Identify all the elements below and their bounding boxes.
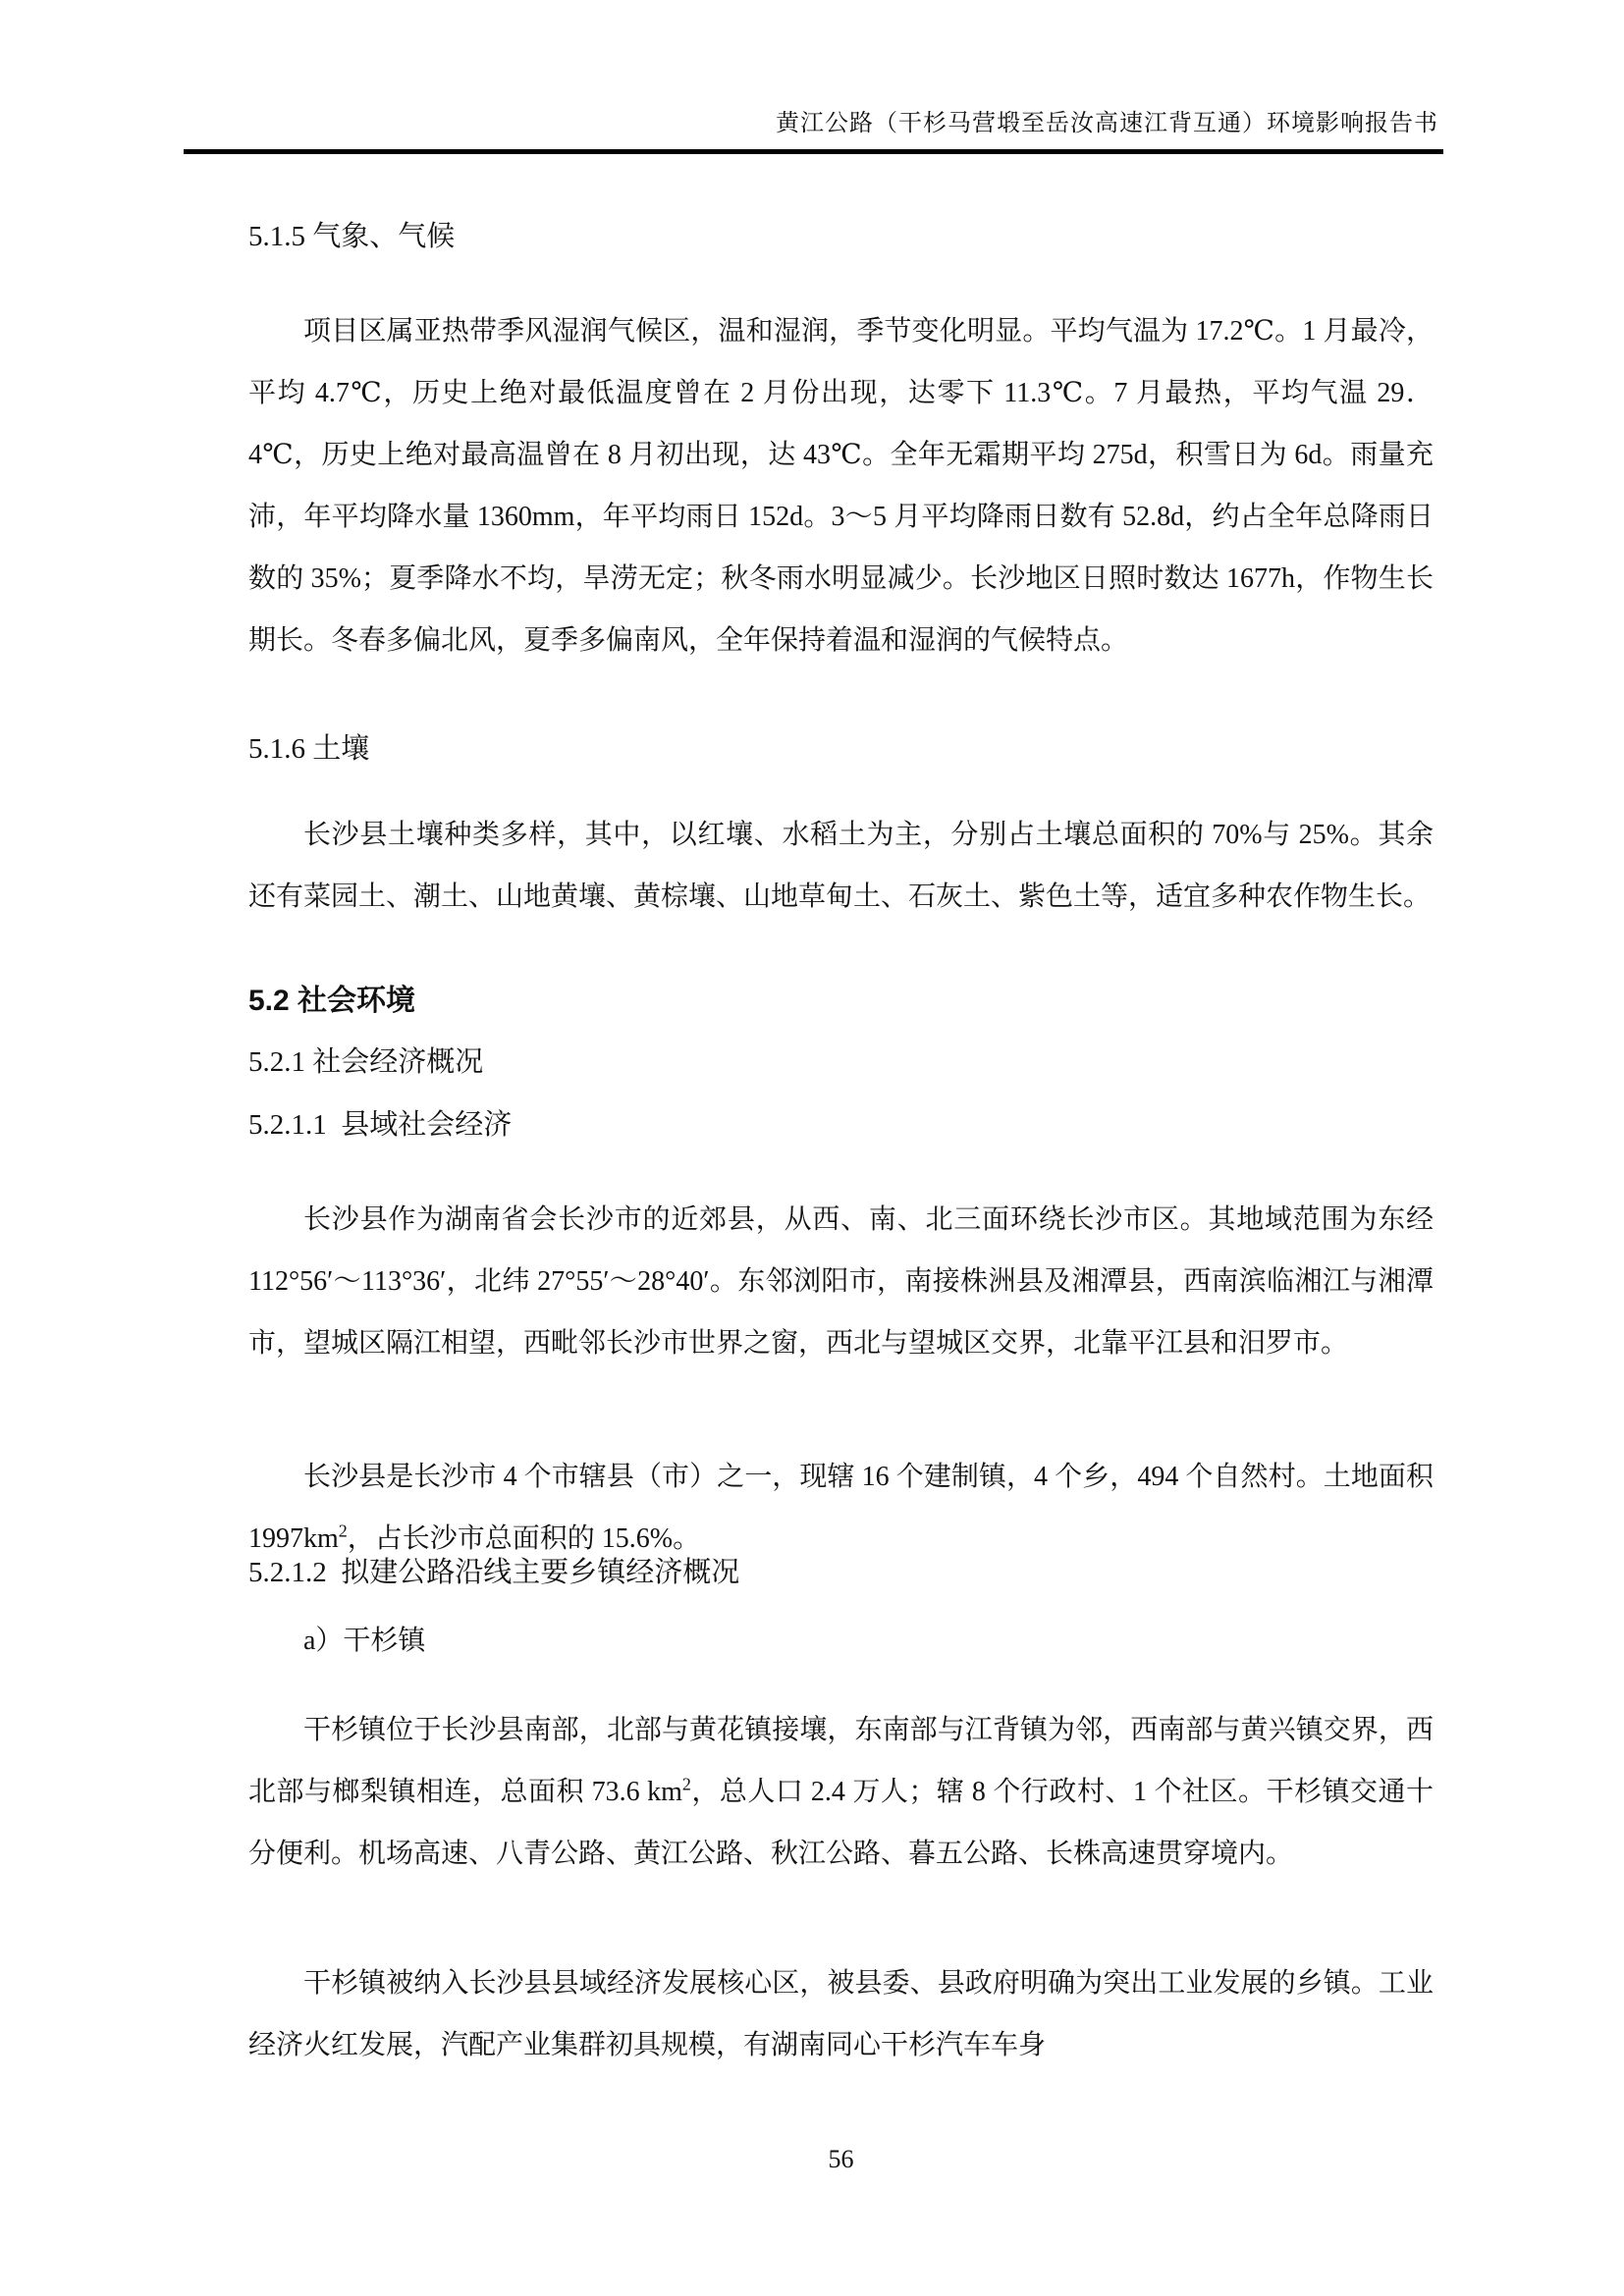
section-heading-5-2: 5.2 社会环境	[248, 985, 416, 1017]
para-ganshan-overview-text-cont: ，总人口 2.4 万人；辖 8 个行政村、1 个社区。干杉镇交通十分便利。机场高速、八青公路、黄江公路、秋江公路、暮五公路、长株高速贯穿境内。	[248, 1777, 1434, 1869]
section-heading-5-2-1-1: 5.2.1.1 县域社会经济	[248, 1109, 513, 1141]
section-heading-5-2-1: 5.2.1 社会经济概况	[248, 1046, 484, 1078]
header-rule	[184, 149, 1443, 154]
para-ganshan-overview-text: 干杉镇位于长沙县南部，北部与黄花镇接壤，东南部与江背镇为邻，西南部与黄兴镇交界，西北部与榔梨镇相连，总面积 73.6 km	[248, 1715, 1434, 1807]
para-ganshan-economy: 干杉镇被纳入长沙县县域经济发展核心区，被县委、县政府明确为突出工业发展的乡镇。工业经济火红发展，汽配产业集群初具规模，有湖南同心干杉汽车车身	[248, 1968, 1434, 2060]
superscript-square: 2	[338, 1521, 348, 1541]
list-item-a-ganshan: a）干杉镇	[303, 1626, 426, 1656]
para-county-admin-text: 长沙县是长沙市 4 个市辖县（市）之一，现辖 16 个建制镇，4 个乡，494 个自然村。土地面积 1997km	[248, 1462, 1434, 1554]
page-header-title: 黄江公路（干杉马营塅至岳汝高速江背互通）环境影响报告书	[776, 111, 1438, 136]
page-number: 56	[828, 2145, 854, 2173]
superscript-square: 2	[681, 1774, 691, 1794]
para-climate: 项目区属亚热带季风湿润气候区，温和湿润，季节变化明显。平均气温为 17.2℃。1 月最冷，平均 4.7℃，历史上绝对最低温度曾在 2 月份出现，达零下 11.3℃。7 月最热，平均气温 29．4℃，历史上绝对最高温曾在 8 月初出现，达 43℃。全年无霜期平均 275d，积雪日为 6d。雨量充沛，年平均降水量 1360mm，年平均雨日 152d。3～5 月平均降雨日数有 52.8d，约占全年总降雨日数的 35%；夏季降水不均，旱涝无定；秋冬雨水明显减少。长沙地区日照时数达 1677h，作物生长期长。冬春多偏北风，夏季多偏南风，全年保持着温和湿润的气候特点。	[248, 316, 1434, 656]
para-soil: 长沙县土壤种类多样，其中，以红壤、水稻土为主，分别占土壤总面积的 70%与 25%。其余还有菜园土、潮土、山地黄壤、黄棕壤、山地草甸土、石灰土、紫色土等，适宜多种农作物生长。	[248, 820, 1434, 912]
section-heading-5-1-6: 5.1.6 土壤	[248, 733, 370, 765]
para-county-geography: 长沙县作为湖南省会长沙市的近郊县，从西、南、北三面环绕长沙市区。其地域范围为东经 112°56′～113°36′，北纬 27°55′～28°40′。东邻浏阳市，南接株洲县及湘潭县，西南滨临湘江与湘潭市，望城区隔江相望，西毗邻长沙市世界之窗，西北与望城区交界，北靠平江县和汨罗市。	[248, 1204, 1434, 1359]
section-heading-5-1-5: 5.1.5 气象、气候	[248, 221, 456, 252]
section-heading-5-2-1-2: 5.2.1.2 拟建公路沿线主要乡镇经济概况	[248, 1557, 740, 1588]
para-county-admin-text-cont: ，占长沙市总面积的 15.6%。	[347, 1523, 701, 1554]
para-ganshan-overview	[248, 1699, 1434, 1885]
